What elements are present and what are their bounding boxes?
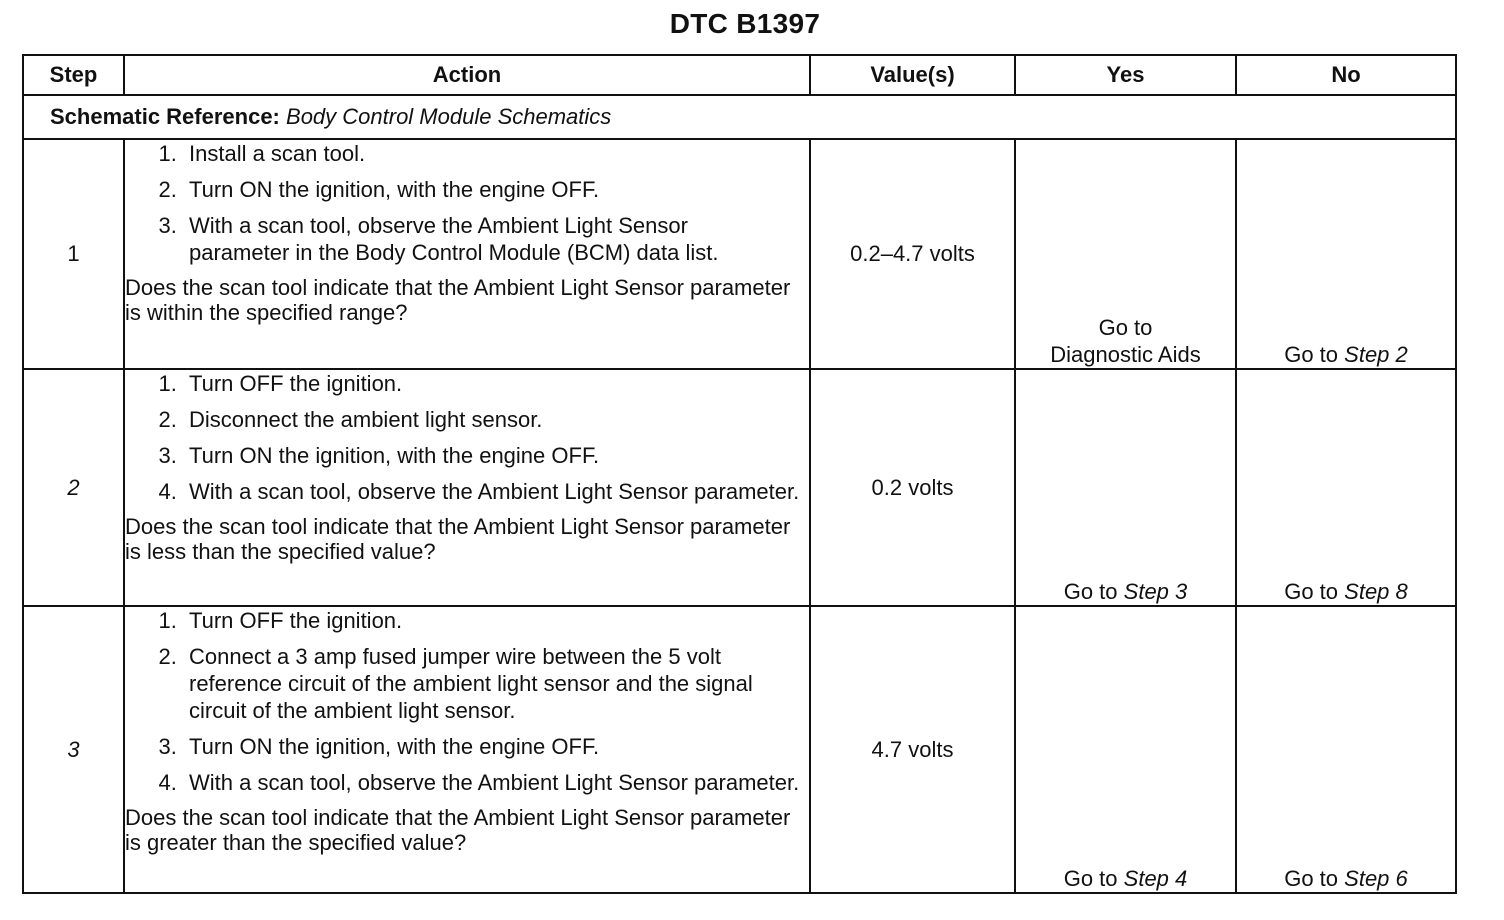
step-question: Does the scan tool indicate that the Ambient Light Sensor parameter is less than the specified value?	[125, 514, 791, 564]
step-number: 2	[23, 369, 124, 606]
diagnostic-table	[22, 54, 1457, 894]
no-cell	[1236, 369, 1456, 606]
table-row	[23, 606, 1456, 893]
step-question: Does the scan tool indicate that the Ambient Light Sensor parameter is greater than the specified value?	[125, 805, 791, 855]
header-row	[23, 55, 1456, 95]
header-yes: Yes	[1015, 55, 1236, 95]
no-prefix: Go to	[1284, 579, 1339, 604]
action-item: 2. Disconnect the ambient light sensor.	[183, 406, 809, 433]
action-item: 1. Turn OFF the ignition.	[183, 370, 809, 397]
no-prefix: Go to	[1284, 866, 1339, 891]
schematic-reference	[23, 95, 1456, 139]
yes-cell	[1015, 139, 1236, 369]
action-item: 2. Connect a 3 amp fused jumper wire between the 5 volt reference circuit of the ambient light sensor and the signal circuit of the ambient light sensor.	[183, 643, 809, 724]
action-item: 4. With a scan tool, observe the Ambient Light Sensor parameter.	[183, 769, 809, 796]
header-values: Value(s)	[810, 55, 1015, 95]
step-number: 1	[23, 139, 124, 369]
yes-link[interactable]: Step 4	[1123, 866, 1188, 891]
schematic-label: Schematic Reference:	[50, 104, 280, 129]
table-row	[23, 369, 1456, 606]
action-item: 2. Turn ON the ignition, with the engine OFF.	[183, 176, 809, 203]
action-item: 1. Install a scan tool.	[183, 140, 809, 167]
schematic-link[interactable]: Body Control Module Schematics	[286, 104, 612, 129]
step-value: 0.2–4.7 volts	[810, 139, 1015, 369]
no-link[interactable]: Step 8	[1344, 579, 1408, 604]
yes-link[interactable]: Step 3	[1123, 579, 1188, 604]
header-no: No	[1236, 55, 1456, 95]
no-link[interactable]: Step 6	[1344, 866, 1408, 891]
yes-cell	[1015, 606, 1236, 893]
action-item: 3. Turn ON the ignition, with the engine OFF.	[183, 442, 809, 469]
header-action: Action	[124, 55, 810, 95]
step-question: Does the scan tool indicate that the Ambient Light Sensor parameter is within the specified range?	[125, 275, 791, 325]
yes-cell	[1015, 369, 1236, 606]
action-item: 4. With a scan tool, observe the Ambient Light Sensor parameter.	[183, 478, 809, 505]
header-step: Step	[23, 55, 124, 95]
page-title: DTC B1397	[669, 8, 821, 39]
no-prefix: Go to	[1284, 342, 1339, 367]
table-row	[23, 139, 1456, 369]
no-cell	[1236, 139, 1456, 369]
no-link[interactable]: Step 2	[1344, 342, 1408, 367]
step-action	[124, 369, 810, 606]
action-item: 3. With a scan tool, observe the Ambient Light Sensor parameter in the Body Control Module (BCM) data list.	[183, 212, 809, 266]
step-value: 0.2 volts	[810, 369, 1015, 606]
step-number: 3	[23, 606, 124, 893]
schematic-reference-row	[23, 95, 1456, 139]
yes-link[interactable]: Diagnostic Aids	[1050, 342, 1201, 367]
yes-prefix: Go to	[1098, 315, 1153, 340]
step-value: 4.7 volts	[810, 606, 1015, 893]
step-action	[124, 139, 810, 369]
action-item: 1. Turn OFF the ignition.	[183, 607, 809, 634]
action-item: 3. Turn ON the ignition, with the engine OFF.	[183, 733, 809, 760]
no-cell	[1236, 606, 1456, 893]
yes-prefix: Go to	[1063, 579, 1118, 604]
step-action	[124, 606, 810, 893]
yes-prefix: Go to	[1063, 866, 1118, 891]
